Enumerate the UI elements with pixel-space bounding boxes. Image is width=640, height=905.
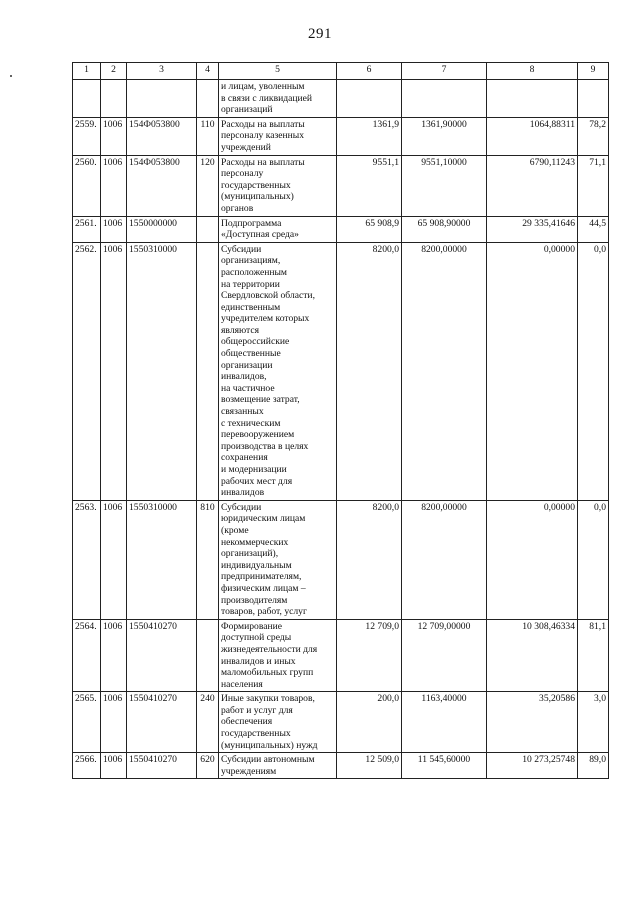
header-cell: 1 (73, 63, 101, 80)
executed-amount: 1064,88311 (487, 117, 578, 155)
table-row (73, 216, 609, 242)
header-cell: 2 (101, 63, 127, 80)
executed-amount: 10 308,46334 (487, 619, 578, 692)
row-number: 2561. (73, 216, 101, 242)
execution-percent: 44,5 (578, 216, 609, 242)
expense-type (197, 619, 219, 692)
expense-type: 620 (197, 753, 219, 779)
section-code: 1006 (101, 242, 127, 500)
header-row (73, 63, 609, 80)
adjusted-amount: 1163,40000 (402, 692, 487, 753)
executed-amount: 35,20586 (487, 692, 578, 753)
section-code: 1006 (101, 117, 127, 155)
budget-table (72, 62, 609, 779)
section-code: 1006 (101, 155, 127, 216)
expense-type (197, 216, 219, 242)
row-number: 2564. (73, 619, 101, 692)
table-row (73, 80, 609, 118)
target-code: 154Ф053800 (127, 117, 197, 155)
adjusted-amount: 65 908,90000 (402, 216, 487, 242)
planned-amount: 8200,0 (337, 500, 402, 619)
row-number: 2562. (73, 242, 101, 500)
item-name: Субсидии автономным учреждениям (221, 754, 315, 777)
row-number (73, 80, 101, 118)
header-cell: 8 (487, 63, 578, 80)
planned-amount: 12 709,0 (337, 619, 402, 692)
scan-speck (10, 75, 12, 77)
row-number: 2565. (73, 692, 101, 753)
section-code: 1006 (101, 692, 127, 753)
section-code (101, 80, 127, 118)
planned-amount: 9551,1 (337, 155, 402, 216)
execution-percent: 3,0 (578, 692, 609, 753)
execution-percent: 0,0 (578, 500, 609, 619)
section-code: 1006 (101, 619, 127, 692)
adjusted-amount: 1361,90000 (402, 117, 487, 155)
executed-amount: 29 335,41646 (487, 216, 578, 242)
table-row (73, 500, 609, 619)
executed-amount: 6790,11243 (487, 155, 578, 216)
table-row (73, 155, 609, 216)
execution-percent: 71,1 (578, 155, 609, 216)
expense-type: 810 (197, 500, 219, 619)
header-cell: 6 (337, 63, 402, 80)
expense-type (197, 242, 219, 500)
item-name: Субсидии организациям, расположенным на территории Свердловской области, единственным учредителем которых являются общероссийские общественные организации инвалидов, на частичное возмещение затрат, связанных с техническим перевооружением производства в целях сохранения и модернизации рабочих мест для инвалидов (221, 243, 315, 499)
expense-type: 240 (197, 692, 219, 753)
adjusted-amount: 12 709,00000 (402, 619, 487, 692)
section-code: 1006 (101, 753, 127, 779)
table-row (73, 753, 609, 779)
expense-type: 120 (197, 155, 219, 216)
target-code (127, 80, 197, 118)
target-code: 1550410270 (127, 619, 197, 692)
adjusted-amount: 8200,00000 (402, 500, 487, 619)
header-cell: 3 (127, 63, 197, 80)
execution-percent (578, 80, 609, 118)
executed-amount: 0,00000 (487, 242, 578, 500)
row-number: 2559. (73, 117, 101, 155)
table-row (73, 692, 609, 753)
target-code: 1550000000 (127, 216, 197, 242)
execution-percent: 81,1 (578, 619, 609, 692)
item-name: Формирование доступной среды жизнедеятельности для инвалидов и иных маломобильных групп населения (221, 620, 318, 690)
adjusted-amount: 8200,00000 (402, 242, 487, 500)
planned-amount: 8200,0 (337, 242, 402, 500)
row-number: 2560. (73, 155, 101, 216)
target-code: 1550310000 (127, 242, 197, 500)
item-name: Расходы на выплаты персоналу казенных учреждений (221, 118, 305, 153)
header-cell: 5 (219, 63, 337, 80)
target-code: 1550310000 (127, 500, 197, 619)
item-name: Субсидии юридическим лицам (кроме некоммерческих организаций), индивидуальным предпринимателям, физическим лицам – производителям товаров, работ, услуг (221, 501, 307, 618)
target-code: 1550410270 (127, 692, 197, 753)
page-number: 291 (308, 26, 332, 42)
planned-amount: 12 509,0 (337, 753, 402, 779)
target-code: 154Ф053800 (127, 155, 197, 216)
execution-percent: 78,2 (578, 117, 609, 155)
planned-amount: 1361,9 (337, 117, 402, 155)
item-name: и лицам, уволенным в связи с ликвидацией организаций (221, 81, 313, 116)
row-number: 2566. (73, 753, 101, 779)
table-row (73, 619, 609, 692)
header-cell: 4 (197, 63, 219, 80)
adjusted-amount: 9551,10000 (402, 155, 487, 216)
table-row (73, 242, 609, 500)
item-name: Иные закупки товаров, работ и услуг для обеспечения государственных (муниципальных) нужд (221, 693, 318, 751)
adjusted-amount (402, 80, 487, 118)
row-number: 2563. (73, 500, 101, 619)
table-row (73, 117, 609, 155)
item-name: Подпрограмма «Доступная среда» (221, 217, 299, 241)
target-code: 1550410270 (127, 753, 197, 779)
expense-type: 110 (197, 117, 219, 155)
adjusted-amount: 11 545,60000 (402, 753, 487, 779)
executed-amount: 0,00000 (487, 500, 578, 619)
planned-amount: 65 908,9 (337, 216, 402, 242)
expense-type (197, 80, 219, 118)
item-name: Расходы на выплаты персоналу государственных (муниципальных) органов (221, 156, 305, 214)
section-code: 1006 (101, 216, 127, 242)
execution-percent: 0,0 (578, 242, 609, 500)
execution-percent: 89,0 (578, 753, 609, 779)
planned-amount: 200,0 (337, 692, 402, 753)
executed-amount (487, 80, 578, 118)
executed-amount: 10 273,25748 (487, 753, 578, 779)
header-cell: 9 (578, 63, 609, 80)
planned-amount (337, 80, 402, 118)
header-cell: 7 (402, 63, 487, 80)
section-code: 1006 (101, 500, 127, 619)
